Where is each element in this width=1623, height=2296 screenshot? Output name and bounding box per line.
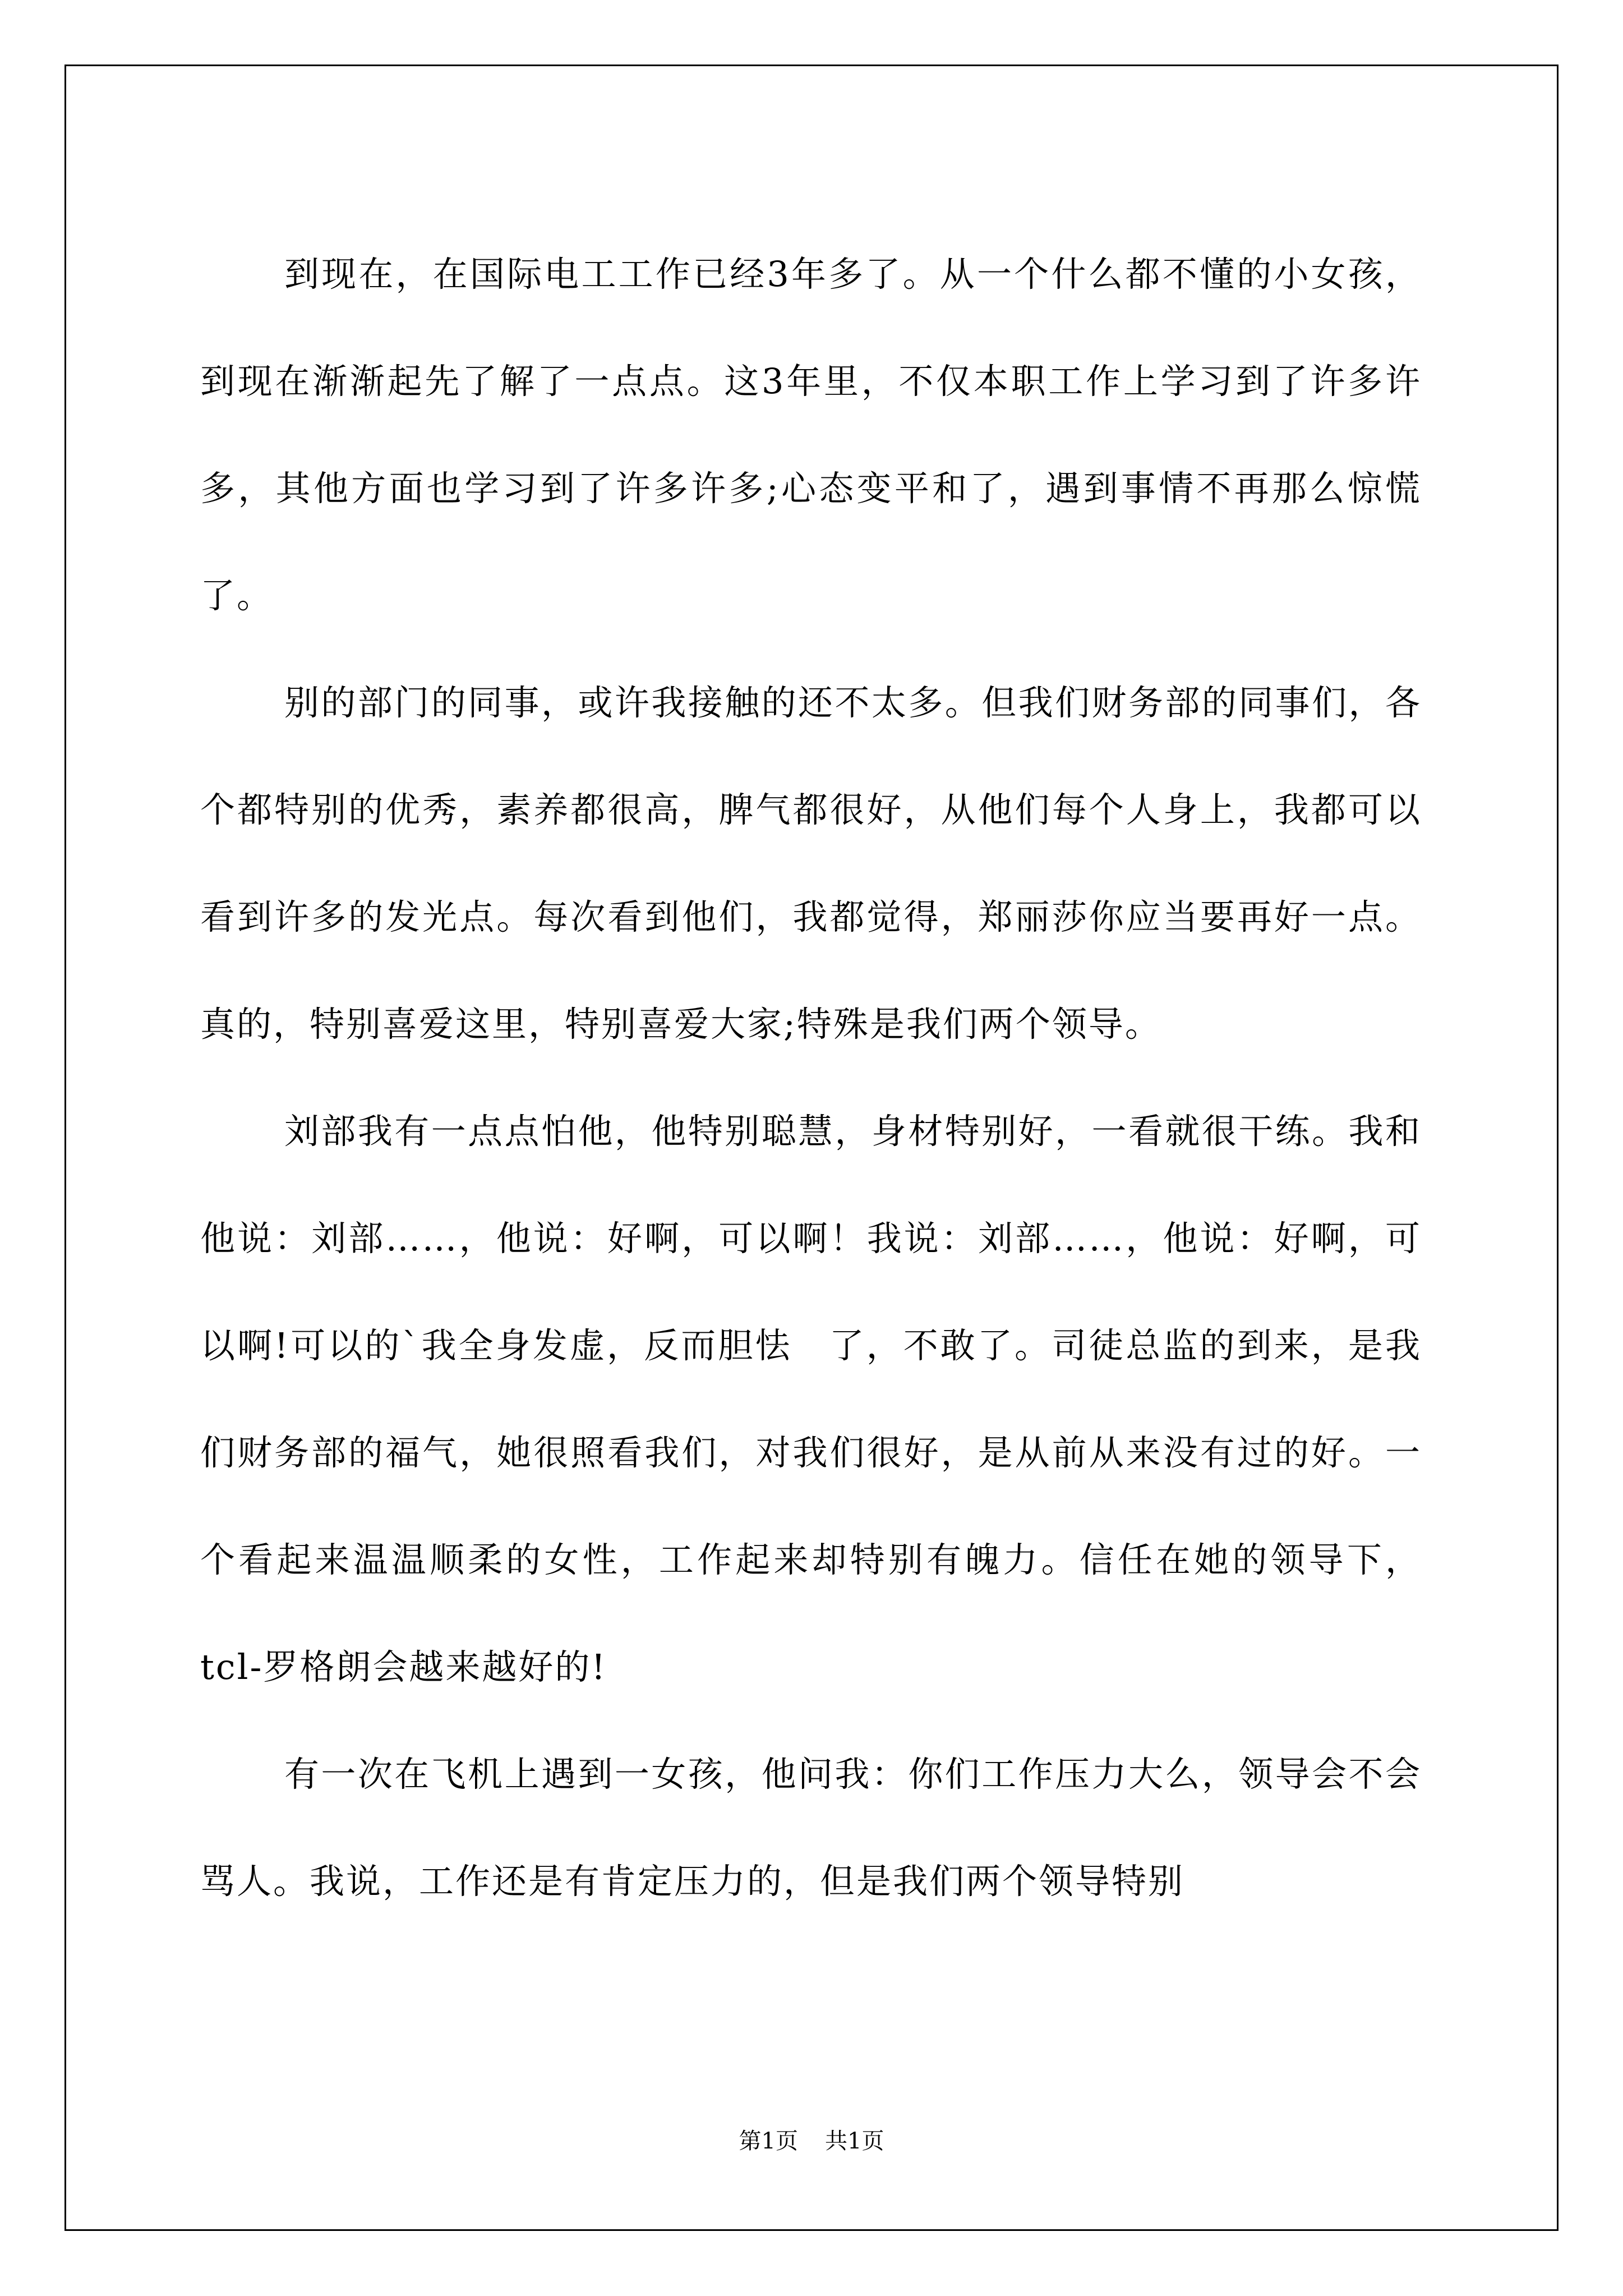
page-footer (0, 2127, 1623, 2155)
page-number: 第1页 (739, 2128, 798, 2154)
paragraph-4: 有一次在飞机上遇到一女孩，他问我：你们工作压力大么，领导会不会骂人。我说，工作还是有肯定压力的，但是我们两个领导特别 (200, 1754, 1422, 1902)
document-body (200, 220, 1422, 1935)
paragraph-3: 刘部我有一点点怕他，他特别聪慧，身材特别好，一看就很干练。我和他说：刘部……，他说：好啊，可以啊！我说：刘部……，他说：好啊，可以啊!可以的`我全身发虚，反而胆怯 了，不敢了。司徒总监的到来，是我们财务部的福气，她很照看我们，对我们很好，是从前从来没有过的好。一个看起来温温顺柔的女性，工作起来却特别有魄力。信任在她的领导下，tcl-罗格朗会越来越好的! (200, 1111, 1422, 1687)
paragraph-1: 到现在，在国际电工工作已经3年多了。从一个什么都不懂的小女孩，到现在渐渐起先了解了一点点。这3年里，不仅本职工作上学习到了许多许多，其他方面也学习到了许多许多;心态变平和了，遇到事情不再那么惊慌了。 (200, 254, 1422, 616)
page-total: 共1页 (825, 2128, 884, 2154)
paragraph-2: 别的部门的同事，或许我接触的还不太多。但我们财务部的同事们，各个都特别的优秀，素养都很高，脾气都很好，从他们每个人身上，我都可以看到许多的发光点。每次看到他们，我都觉得，郑丽莎你应当要再好一点。真的，特别喜爱这里，特别喜爱大家;特殊是我们两个领导。 (200, 682, 1422, 1045)
